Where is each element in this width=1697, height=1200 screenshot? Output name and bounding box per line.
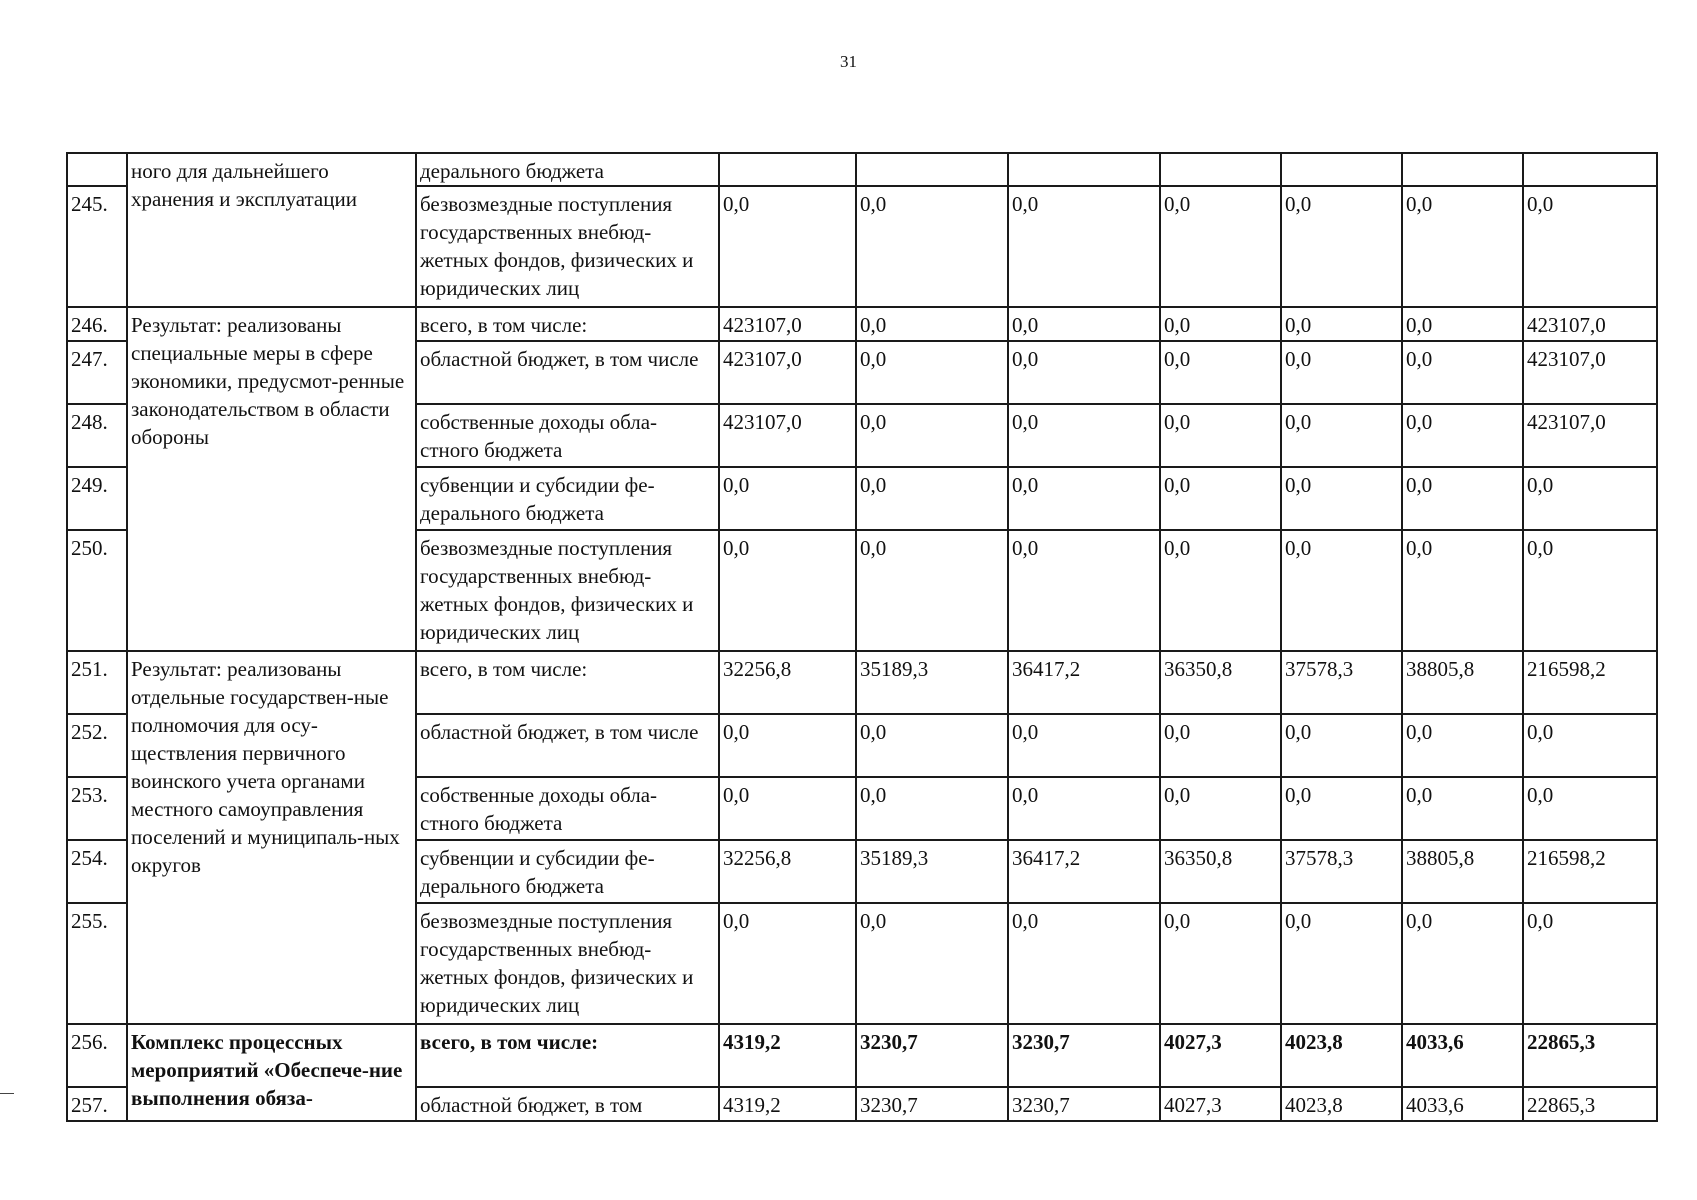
funding-source-cell: дерального бюджета xyxy=(416,153,719,186)
margin-mark xyxy=(0,1093,14,1094)
value-cell: 0,0 xyxy=(856,714,1008,777)
value-cell: 0,0 xyxy=(1160,186,1281,307)
value-cell: 0,0 xyxy=(1160,530,1281,651)
value-cell xyxy=(1008,153,1160,186)
row-number: 254. xyxy=(67,840,127,903)
page-number: 31 xyxy=(840,52,857,71)
funding-source-cell: областной бюджет, в том xyxy=(416,1087,719,1121)
value-cell: 0,0 xyxy=(1281,467,1402,530)
value-cell: 0,0 xyxy=(856,404,1008,467)
funding-source-cell: всего, в том числе: xyxy=(416,307,719,341)
value-cell: 37578,3 xyxy=(1281,651,1402,714)
value-cell: 38805,8 xyxy=(1402,651,1523,714)
value-cell: 0,0 xyxy=(719,467,856,530)
value-cell: 0,0 xyxy=(1160,307,1281,341)
value-cell: 4033,6 xyxy=(1402,1087,1523,1121)
row-number: 252. xyxy=(67,714,127,777)
value-cell: 423107,0 xyxy=(719,404,856,467)
value-cell: 4319,2 xyxy=(719,1024,856,1087)
value-cell: 0,0 xyxy=(1281,186,1402,307)
row-number: 251. xyxy=(67,651,127,714)
value-cell: 0,0 xyxy=(1281,404,1402,467)
value-cell xyxy=(1523,153,1657,186)
value-cell: 0,0 xyxy=(856,307,1008,341)
value-cell: 4023,8 xyxy=(1281,1024,1402,1087)
value-cell: 0,0 xyxy=(1402,186,1523,307)
funding-source-cell: всего, в том числе: xyxy=(416,651,719,714)
value-cell: 0,0 xyxy=(1402,404,1523,467)
value-cell: 0,0 xyxy=(1008,467,1160,530)
value-cell: 0,0 xyxy=(719,903,856,1024)
funding-source-cell: всего, в том числе: xyxy=(416,1024,719,1087)
value-cell: 0,0 xyxy=(1281,714,1402,777)
row-number: 253. xyxy=(67,777,127,840)
value-cell xyxy=(856,153,1008,186)
value-cell: 216598,2 xyxy=(1523,840,1657,903)
value-cell: 0,0 xyxy=(1402,307,1523,341)
value-cell: 0,0 xyxy=(1008,903,1160,1024)
measure-name-cell: Комплекс процессных мероприятий «Обеспече-ние выполнения обяза- xyxy=(127,1024,416,1121)
value-cell: 0,0 xyxy=(1008,307,1160,341)
value-cell: 35189,3 xyxy=(856,651,1008,714)
value-cell: 22865,3 xyxy=(1523,1024,1657,1087)
measure-name-cell: ного для дальнейшего хранения и эксплуатации xyxy=(127,153,416,307)
budget-table xyxy=(66,152,1658,1122)
value-cell: 38805,8 xyxy=(1402,840,1523,903)
value-cell: 0,0 xyxy=(719,530,856,651)
value-cell: 36417,2 xyxy=(1008,651,1160,714)
value-cell: 32256,8 xyxy=(719,840,856,903)
value-cell: 3230,7 xyxy=(856,1087,1008,1121)
value-cell: 0,0 xyxy=(1402,903,1523,1024)
table-row xyxy=(67,651,1657,714)
row-number: 246. xyxy=(67,307,127,341)
value-cell: 36417,2 xyxy=(1008,840,1160,903)
value-cell: 423107,0 xyxy=(1523,404,1657,467)
value-cell: 32256,8 xyxy=(719,651,856,714)
value-cell xyxy=(1160,153,1281,186)
value-cell xyxy=(1281,153,1402,186)
value-cell: 0,0 xyxy=(1523,467,1657,530)
funding-source-cell: субвенции и субсидии фе-дерального бюджета xyxy=(416,467,719,530)
funding-source-cell: безвозмездные поступления государственных внебюд-жетных фондов, физических и юридических лиц xyxy=(416,530,719,651)
value-cell: 4033,6 xyxy=(1402,1024,1523,1087)
value-cell: 0,0 xyxy=(856,467,1008,530)
funding-source-cell: собственные доходы обла-стного бюджета xyxy=(416,404,719,467)
value-cell: 0,0 xyxy=(856,530,1008,651)
value-cell xyxy=(719,153,856,186)
row-number: 249. xyxy=(67,467,127,530)
value-cell: 423107,0 xyxy=(719,307,856,341)
value-cell: 4319,2 xyxy=(719,1087,856,1121)
value-cell: 36350,8 xyxy=(1160,651,1281,714)
value-cell: 0,0 xyxy=(1402,714,1523,777)
value-cell: 36350,8 xyxy=(1160,840,1281,903)
funding-source-cell: собственные доходы обла-стного бюджета xyxy=(416,777,719,840)
value-cell: 0,0 xyxy=(1281,530,1402,651)
measure-name-cell: Результат: реализованы специальные меры в сфере экономики, предусмот-ренные законодательством в области обороны xyxy=(127,307,416,651)
value-cell: 0,0 xyxy=(719,777,856,840)
value-cell: 0,0 xyxy=(1523,903,1657,1024)
value-cell: 0,0 xyxy=(1008,186,1160,307)
value-cell: 0,0 xyxy=(1008,777,1160,840)
value-cell: 0,0 xyxy=(1160,404,1281,467)
row-number: 248. xyxy=(67,404,127,467)
value-cell: 0,0 xyxy=(1008,404,1160,467)
value-cell: 3230,7 xyxy=(1008,1087,1160,1121)
table-row xyxy=(67,307,1657,341)
value-cell: 0,0 xyxy=(1402,530,1523,651)
row-number: 256. xyxy=(67,1024,127,1087)
funding-source-cell: безвозмездные поступления государственных внебюд-жетных фондов, физических и юридических лиц xyxy=(416,903,719,1024)
value-cell: 0,0 xyxy=(1523,530,1657,651)
row-number: 245. xyxy=(67,186,127,307)
row-number: 250. xyxy=(67,530,127,651)
value-cell: 0,0 xyxy=(1402,341,1523,404)
value-cell: 0,0 xyxy=(1281,777,1402,840)
value-cell: 4027,3 xyxy=(1160,1087,1281,1121)
value-cell: 0,0 xyxy=(856,186,1008,307)
value-cell: 0,0 xyxy=(1160,903,1281,1024)
value-cell: 3230,7 xyxy=(856,1024,1008,1087)
value-cell: 0,0 xyxy=(1160,777,1281,840)
value-cell: 35189,3 xyxy=(856,840,1008,903)
value-cell: 0,0 xyxy=(1008,341,1160,404)
value-cell: 0,0 xyxy=(1523,777,1657,840)
value-cell: 0,0 xyxy=(856,777,1008,840)
row-number xyxy=(67,153,127,186)
table-row xyxy=(67,1024,1657,1087)
measure-name-cell: Результат: реализованы отдельные государствен-ные полномочия для осу-ществления первичного воинского учета органами местного самоуправления поселений и муниципаль-ных округов xyxy=(127,651,416,1024)
value-cell: 3230,7 xyxy=(1008,1024,1160,1087)
value-cell: 4023,8 xyxy=(1281,1087,1402,1121)
table-body xyxy=(67,153,1657,1121)
funding-source-cell: безвозмездные поступления государственных внебюд-жетных фондов, физических и юридических лиц xyxy=(416,186,719,307)
value-cell: 0,0 xyxy=(1160,467,1281,530)
value-cell: 0,0 xyxy=(719,186,856,307)
table-row xyxy=(67,153,1657,186)
value-cell: 216598,2 xyxy=(1523,651,1657,714)
funding-source-cell: субвенции и субсидии фе-дерального бюджета xyxy=(416,840,719,903)
value-cell: 0,0 xyxy=(1281,341,1402,404)
value-cell: 0,0 xyxy=(856,341,1008,404)
value-cell: 0,0 xyxy=(1008,530,1160,651)
value-cell: 4027,3 xyxy=(1160,1024,1281,1087)
value-cell: 22865,3 xyxy=(1523,1087,1657,1121)
value-cell: 0,0 xyxy=(1008,714,1160,777)
value-cell: 0,0 xyxy=(1281,903,1402,1024)
value-cell: 37578,3 xyxy=(1281,840,1402,903)
row-number: 247. xyxy=(67,341,127,404)
value-cell: 423107,0 xyxy=(1523,341,1657,404)
row-number: 255. xyxy=(67,903,127,1024)
value-cell: 423107,0 xyxy=(719,341,856,404)
funding-source-cell: областной бюджет, в том числе xyxy=(416,714,719,777)
row-number: 257. xyxy=(67,1087,127,1121)
value-cell: 0,0 xyxy=(1523,186,1657,307)
value-cell: 0,0 xyxy=(1160,714,1281,777)
value-cell: 0,0 xyxy=(1402,467,1523,530)
value-cell: 0,0 xyxy=(1402,777,1523,840)
value-cell: 0,0 xyxy=(1523,714,1657,777)
value-cell xyxy=(1402,153,1523,186)
value-cell: 423107,0 xyxy=(1523,307,1657,341)
value-cell: 0,0 xyxy=(719,714,856,777)
value-cell: 0,0 xyxy=(856,903,1008,1024)
value-cell: 0,0 xyxy=(1281,307,1402,341)
value-cell: 0,0 xyxy=(1160,341,1281,404)
funding-source-cell: областной бюджет, в том числе xyxy=(416,341,719,404)
